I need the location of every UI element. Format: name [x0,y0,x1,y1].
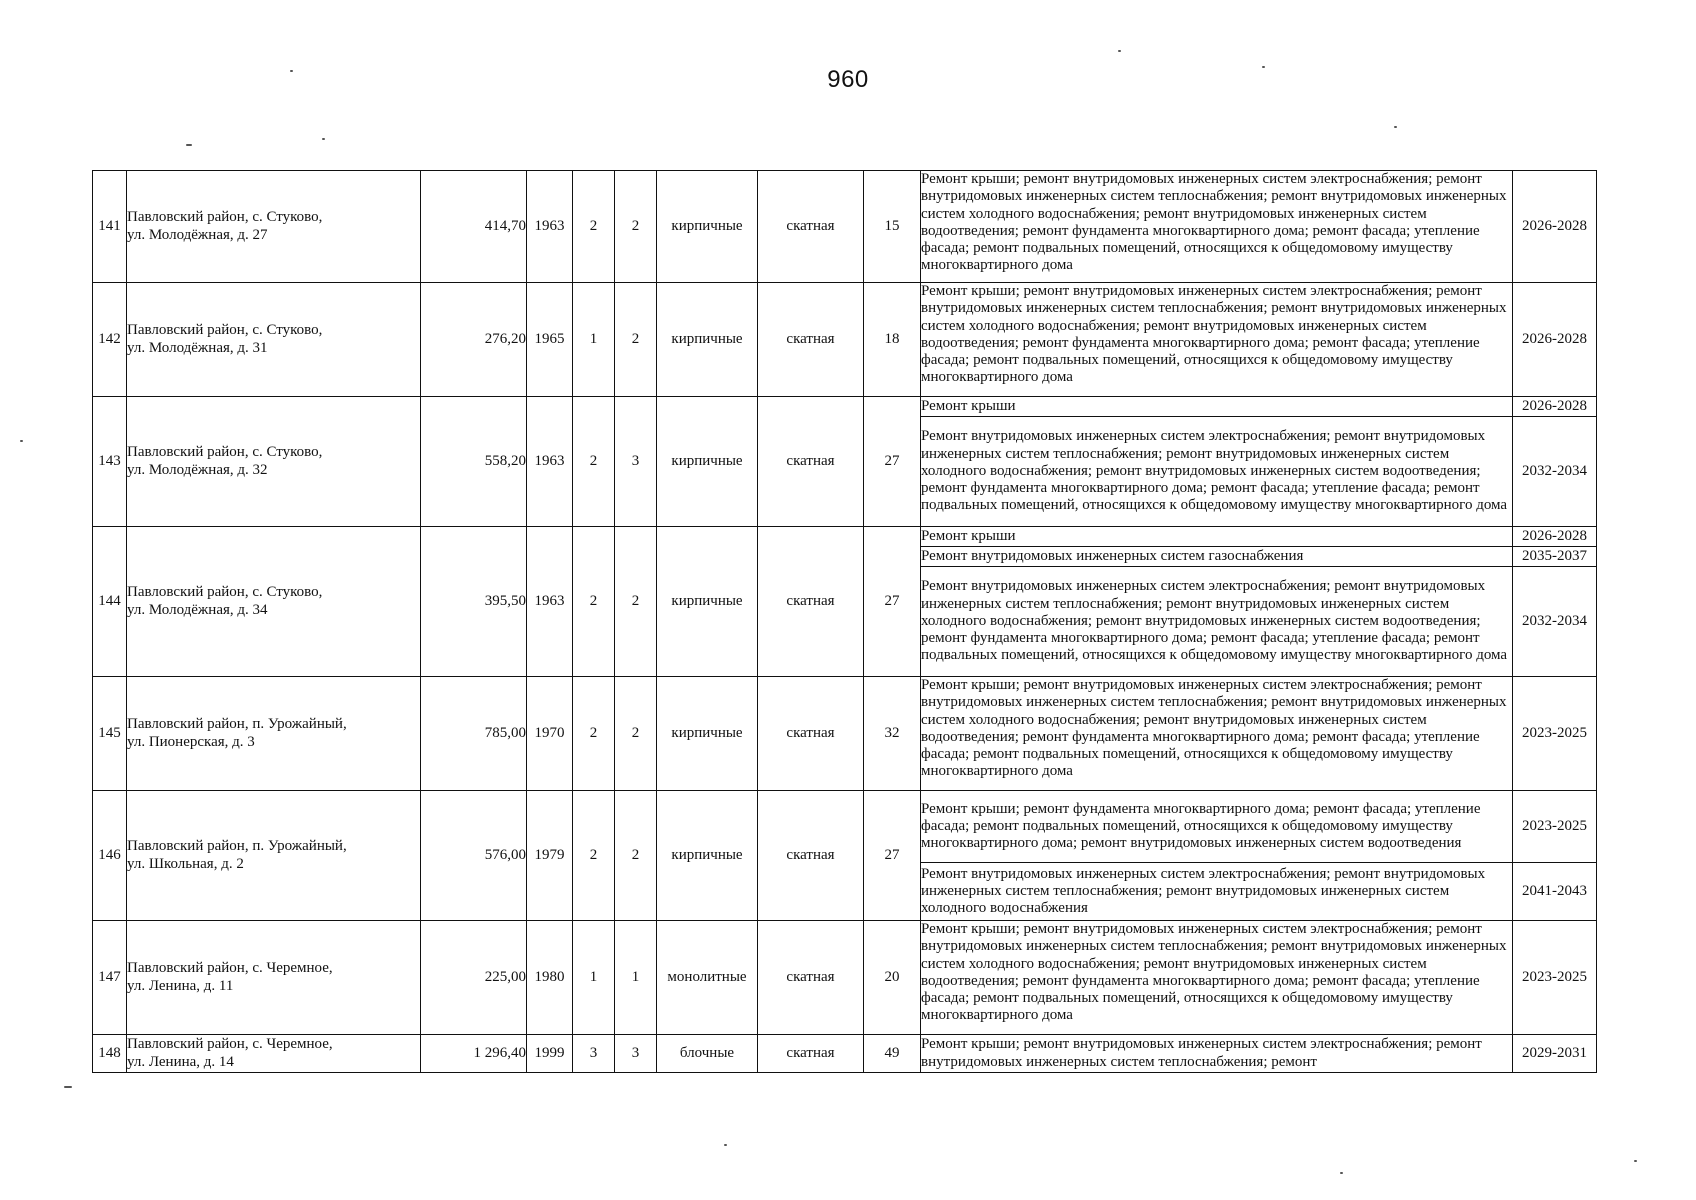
entrances-cell: 1 [615,921,657,1035]
row-number: 148 [93,1035,127,1073]
address-line2: ул. Молодёжная, д. 32 [127,461,268,478]
scan-speck [1118,50,1121,52]
table-row [93,171,1597,283]
address-cell [127,791,421,921]
roof-type-cell: скатная [758,791,864,921]
address-cell [127,677,421,791]
period-cell: 2026-2028 [1513,283,1597,397]
count-cell: 32 [864,677,921,791]
entrances-cell: 3 [615,397,657,527]
address-cell [127,171,421,283]
year-cell: 1963 [527,527,573,677]
table-row [93,397,1597,417]
works-cell: Ремонт крыши; ремонт внутридомовых инженерных систем электроснабжения; ремонт внутридомовых инженерных систем теплоснабжения; ремонт внутридомовых инженерных систем холодного водоснабжения; ремонт внутридомовых инженерных систем водоотведения; ремонт фундамента многоквартирного дома; ремонт фасада; утепление фасада; ремонт подвальных помещений, относящихся к общедомовому имуществу многоквартирного дома [921,677,1513,791]
scan-speck [20,440,23,442]
floors-cell: 3 [573,1035,615,1073]
address-line2: ул. Ленина, д. 14 [127,1053,234,1070]
period-cell: 2026-2028 [1513,527,1597,547]
year-cell: 1970 [527,677,573,791]
address-line1: Павловский район, п. Урожайный, [127,716,347,733]
row-number: 142 [93,283,127,397]
scan-speck [724,1144,727,1146]
repair-schedule-table [92,170,1597,1073]
floors-cell: 2 [573,527,615,677]
row-number: 141 [93,171,127,283]
year-cell: 1999 [527,1035,573,1073]
works-cell: Ремонт крыши; ремонт фундамента многоквартирного дома; ремонт фасада; утепление фасада; ремонт подвальных помещений, относящихся к общедомовому имуществу многоквартирного дома; ремонт внутридомовых инженерных систем водоотведения [921,791,1513,863]
area-cell: 1 296,40 [421,1035,527,1073]
works-cell: Ремонт крыши [921,527,1513,547]
entrances-cell: 2 [615,171,657,283]
count-cell: 49 [864,1035,921,1073]
entrances-cell: 2 [615,527,657,677]
count-cell: 27 [864,397,921,527]
wall-material-cell: монолитные [657,921,758,1035]
works-cell: Ремонт внутридомовых инженерных систем газоснабжения [921,547,1513,567]
address-cell [127,283,421,397]
scan-speck [64,1086,72,1088]
works-cell: Ремонт крыши; ремонт внутридомовых инженерных систем электроснабжения; ремонт внутридомовых инженерных систем теплоснабжения; ремонт [921,1035,1513,1073]
works-cell: Ремонт крыши; ремонт внутридомовых инженерных систем электроснабжения; ремонт внутридомовых инженерных систем теплоснабжения; ремонт внутридомовых инженерных систем холодного водоснабжения; ремонт внутридомовых инженерных систем водоотведения; ремонт фундамента многоквартирного дома; ремонт фасада; утепление фасада; ремонт подвальных помещений, относящихся к общедомовому имуществу многоквартирного дома [921,171,1513,283]
count-cell: 27 [864,527,921,677]
scan-speck [1340,1172,1343,1174]
scan-speck [290,70,293,72]
wall-material-cell: кирпичные [657,527,758,677]
area-cell: 576,00 [421,791,527,921]
floors-cell: 2 [573,791,615,921]
floors-cell: 2 [573,171,615,283]
count-cell: 27 [864,791,921,921]
row-number: 145 [93,677,127,791]
period-cell: 2026-2028 [1513,171,1597,283]
floors-cell: 2 [573,397,615,527]
works-cell: Ремонт крыши; ремонт внутридомовых инженерных систем электроснабжения; ремонт внутридомовых инженерных систем теплоснабжения; ремонт внутридомовых инженерных систем холодного водоснабжения; ремонт внутридомовых инженерных систем водоотведения; ремонт фундамента многоквартирного дома; ремонт фасада; утепление фасада; ремонт подвальных помещений, относящихся к общедомовому имуществу многоквартирного дома [921,921,1513,1035]
year-cell: 1963 [527,397,573,527]
works-cell: Ремонт внутридомовых инженерных систем электроснабжения; ремонт внутридомовых инженерных систем теплоснабжения; ремонт внутридомовых инженерных систем холодного водоснабжения; ремонт внутридомовых инженерных систем водоотведения; ремонт фундамента многоквартирного дома; ремонт фасада; утепление фасада; ремонт подвальных помещений, относящихся к общедомовому имуществу многоквартирного дома [921,567,1513,677]
floors-cell: 1 [573,283,615,397]
row-number: 143 [93,397,127,527]
area-cell: 785,00 [421,677,527,791]
table-row [93,1035,1597,1073]
address-line2: ул. Молодёжная, д. 31 [127,339,268,356]
works-cell: Ремонт крыши [921,397,1513,417]
roof-type-cell: скатная [758,283,864,397]
roof-type-cell: скатная [758,527,864,677]
floors-cell: 1 [573,921,615,1035]
area-cell: 395,50 [421,527,527,677]
floors-cell: 2 [573,677,615,791]
table-row [93,791,1597,863]
wall-material-cell: кирпичные [657,283,758,397]
scan-speck [186,144,192,146]
roof-type-cell: скатная [758,171,864,283]
address-cell [127,397,421,527]
address-line1: Павловский район, с. Стуково, [127,209,323,226]
period-cell: 2032-2034 [1513,417,1597,527]
works-cell: Ремонт внутридомовых инженерных систем электроснабжения; ремонт внутридомовых инженерных систем теплоснабжения; ремонт внутридомовых инженерных систем холодного водоснабжения [921,863,1513,921]
address-line2: ул. Школьная, д. 2 [127,855,244,872]
entrances-cell: 2 [615,677,657,791]
entrances-cell: 2 [615,791,657,921]
address-line1: Павловский район, с. Стуково, [127,444,323,461]
row-number: 144 [93,527,127,677]
scan-speck [1394,126,1397,128]
table-row [93,283,1597,397]
area-cell: 414,70 [421,171,527,283]
roof-type-cell: скатная [758,397,864,527]
wall-material-cell: кирпичные [657,791,758,921]
wall-material-cell: кирпичные [657,171,758,283]
period-cell: 2035-2037 [1513,547,1597,567]
wall-material-cell: блочные [657,1035,758,1073]
address-line1: Павловский район, с. Черемное, [127,1036,333,1053]
period-cell: 2023-2025 [1513,677,1597,791]
year-cell: 1980 [527,921,573,1035]
row-number: 147 [93,921,127,1035]
period-cell: 2023-2025 [1513,921,1597,1035]
area-cell: 558,20 [421,397,527,527]
address-line2: ул. Молодёжная, д. 27 [127,226,268,243]
works-cell: Ремонт внутридомовых инженерных систем электроснабжения; ремонт внутридомовых инженерных систем теплоснабжения; ремонт внутридомовых инженерных систем холодного водоснабжения; ремонт внутридомовых инженерных систем водоотведения; ремонт фундамента многоквартирного дома; ремонт фасада; утепление фасада; ремонт подвальных помещений, относящихся к общедомовому имуществу многоквартирного дома [921,417,1513,527]
year-cell: 1965 [527,283,573,397]
address-line1: Павловский район, п. Урожайный, [127,838,347,855]
address-line1: Павловский район, с. Стуково, [127,322,323,339]
wall-material-cell: кирпичные [657,677,758,791]
year-cell: 1979 [527,791,573,921]
table-row [93,921,1597,1035]
scan-speck [1634,1160,1637,1162]
address-line1: Павловский район, с. Стуково, [127,584,323,601]
address-cell [127,921,421,1035]
period-cell: 2041-2043 [1513,863,1597,921]
count-cell: 15 [864,171,921,283]
period-cell: 2026-2028 [1513,397,1597,417]
roof-type-cell: скатная [758,921,864,1035]
table-row [93,527,1597,547]
area-cell: 225,00 [421,921,527,1035]
address-line1: Павловский район, с. Черемное, [127,960,333,977]
year-cell: 1963 [527,171,573,283]
area-cell: 276,20 [421,283,527,397]
count-cell: 18 [864,283,921,397]
wall-material-cell: кирпичные [657,397,758,527]
address-line2: ул. Пионерская, д. 3 [127,733,255,750]
roof-type-cell: скатная [758,1035,864,1073]
period-cell: 2029-2031 [1513,1035,1597,1073]
page-number: 960 [827,66,869,93]
entrances-cell: 3 [615,1035,657,1073]
roof-type-cell: скатная [758,677,864,791]
row-number: 146 [93,791,127,921]
address-cell [127,1035,421,1073]
address-line2: ул. Молодёжная, д. 34 [127,601,268,618]
entrances-cell: 2 [615,283,657,397]
works-cell: Ремонт крыши; ремонт внутридомовых инженерных систем электроснабжения; ремонт внутридомовых инженерных систем теплоснабжения; ремонт внутридомовых инженерных систем холодного водоснабжения; ремонт внутридомовых инженерных систем водоотведения; ремонт фундамента многоквартирного дома; ремонт фасада; утепление фасада; ремонт подвальных помещений, относящихся к общедомовому имуществу многоквартирного дома [921,283,1513,397]
period-cell: 2023-2025 [1513,791,1597,863]
address-line2: ул. Ленина, д. 11 [127,977,234,994]
scan-speck [1262,66,1265,68]
address-cell [127,527,421,677]
period-cell: 2032-2034 [1513,567,1597,677]
count-cell: 20 [864,921,921,1035]
table-row [93,677,1597,791]
scan-speck [322,138,325,140]
